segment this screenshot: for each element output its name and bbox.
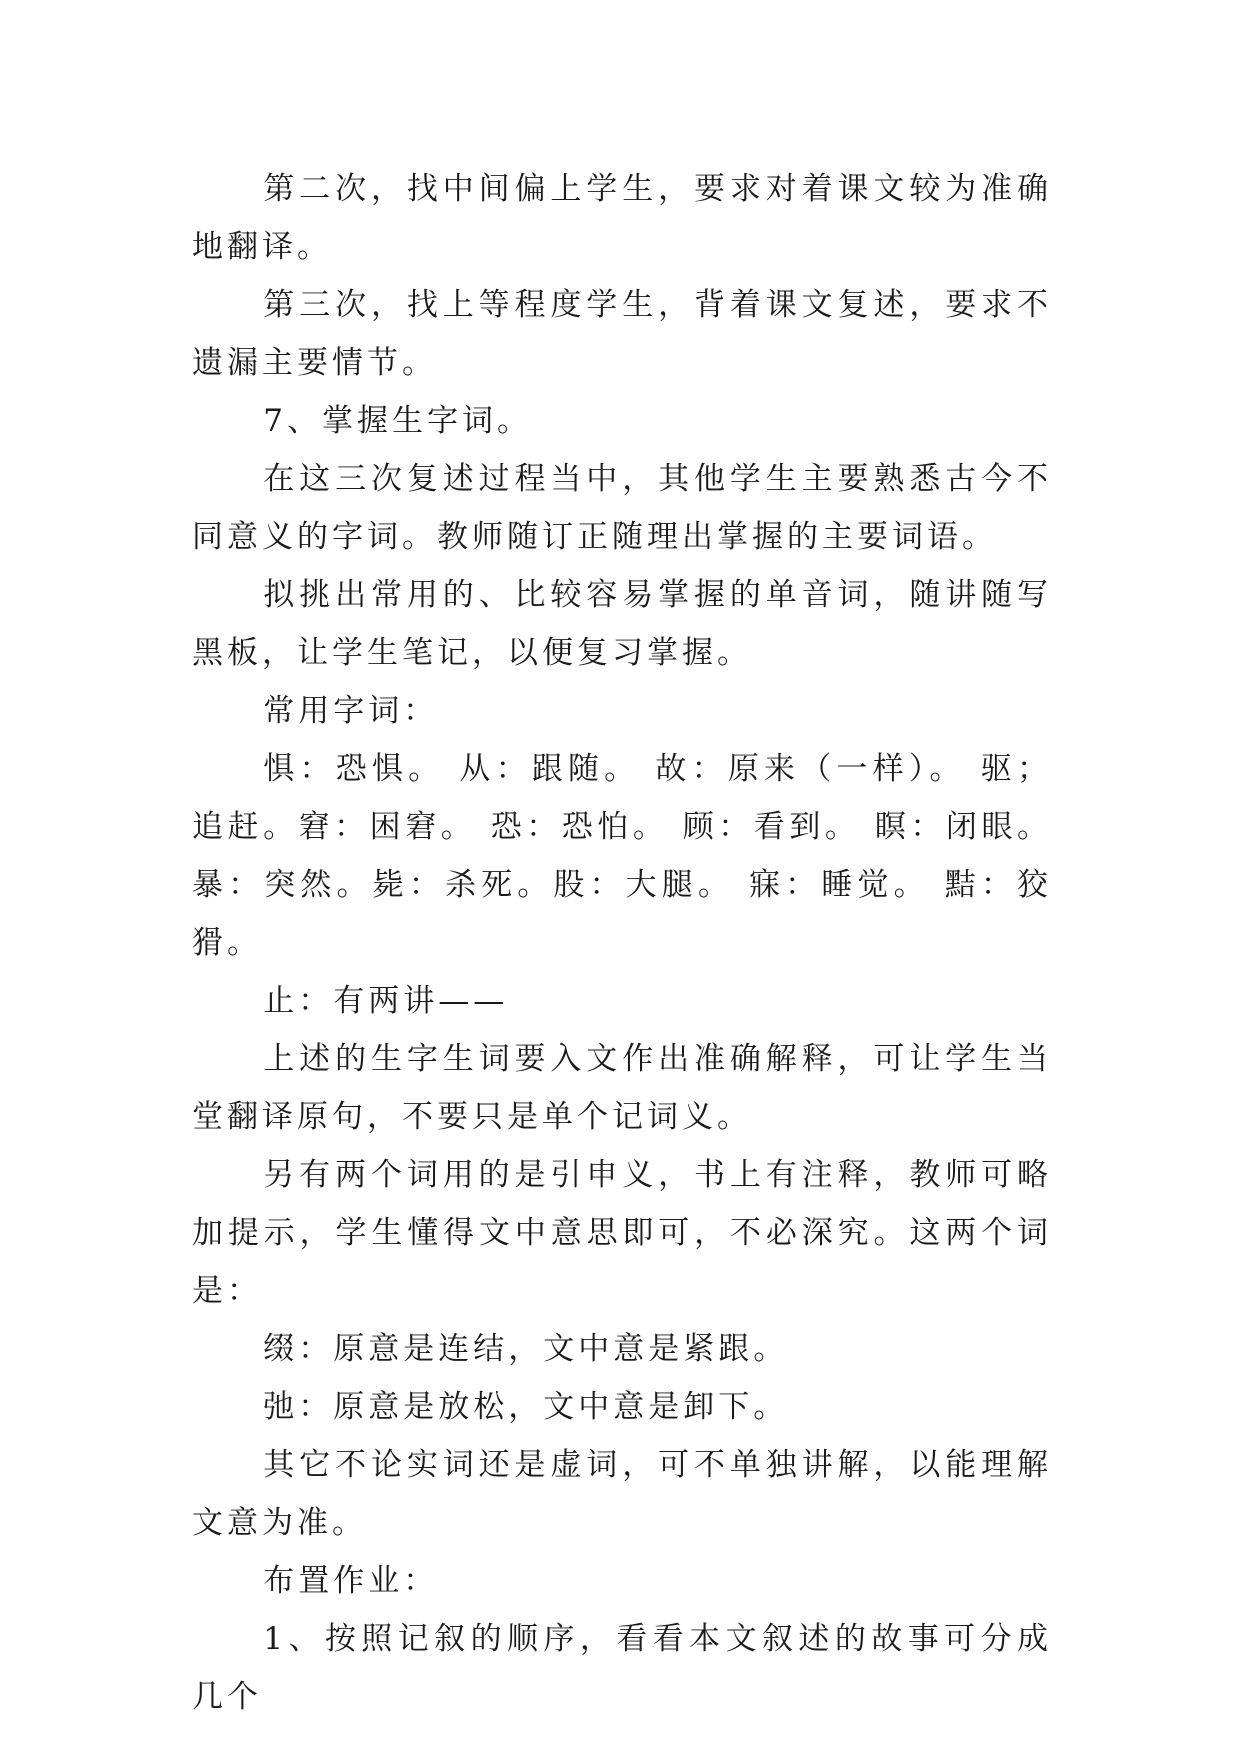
paragraph: 另有两个词用的是引申义，书上有注释，教师可略加提示，学生懂得文中意思即可，不必深究。这两个词是：: [192, 1157, 1052, 1309]
paragraph: 弛：原意是放松，文中意是卸下。: [263, 1389, 789, 1425]
paragraph: 常用字词：: [263, 693, 439, 729]
paragraph: 上述的生字生词要入文作出准确解释，可让学生当堂翻译原句，不要只是单个记词义。: [192, 1041, 1052, 1135]
paragraph: 其它不论实词还是虚词，可不单独讲解，以能理解文意为准。: [192, 1447, 1052, 1541]
paragraph: 1、按照记叙的顺序，看看本文叙述的故事可分成几个: [192, 1621, 1052, 1715]
document-body: [192, 160, 1052, 1726]
paragraph: 止：有两讲——: [263, 983, 509, 1019]
paragraph: 布置作业：: [263, 1563, 439, 1599]
paragraph: 缀：原意是连结，文中意是紧跟。: [263, 1331, 789, 1367]
paragraph: 第三次，找上等程度学生，背着课文复述，要求不遗漏主要情节。: [192, 287, 1052, 381]
paragraph: 惧：恐惧。 从：跟随。 故：原来（一样）。 驱；追赶。窘：困窘。 恐：恐怕。 顾：看到。 瞑：闭眼。 暴：突然。毙：杀死。股：大腿。 寐：睡觉。 黠：狡猾。: [192, 751, 1052, 961]
paragraph: 在这三次复述过程当中，其他学生主要熟悉古今不同意义的字词。教师随订正随理出掌握的主要词语。: [192, 461, 1052, 555]
paragraph: 第二次，找中间偏上学生，要求对着课文较为准确地翻译。: [192, 171, 1052, 265]
paragraph: 拟挑出常用的、比较容易掌握的单音词，随讲随写黑板，让学生笔记，以便复习掌握。: [192, 577, 1052, 671]
paragraph: 7、掌握生字词。: [263, 403, 533, 439]
